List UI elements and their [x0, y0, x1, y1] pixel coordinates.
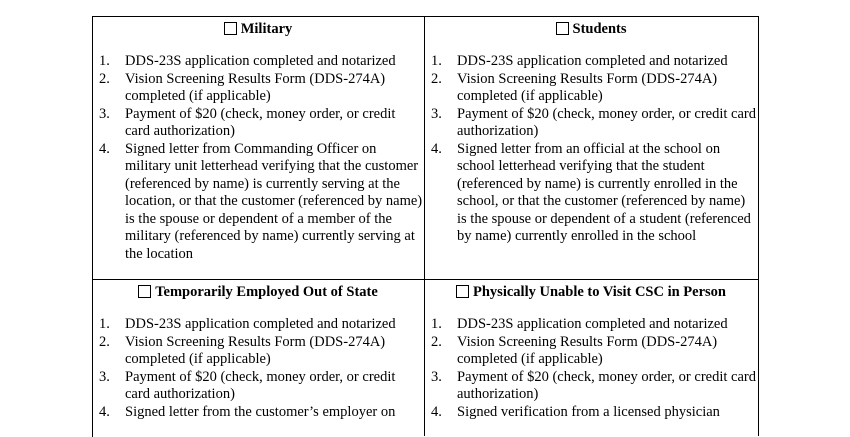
physically-unable-section: [425, 280, 757, 420]
physically-unable-heading: Physically Unable to Visit CSC in Person: [425, 282, 757, 302]
temporarily-employed-checkbox[interactable]: [138, 285, 151, 298]
list-item: 4. Signed verification from a licensed physician: [431, 403, 720, 420]
list-item: 1. DDS-23S application completed and notarized: [99, 316, 396, 332]
list-item: 4. Signed letter from Commanding Officer on military unit letterhead verifying that the customer (referenced by name) is currently serving at the location, or that the customer (referenced by name) is the spouse or dependent of a member of the military (referenced by name) currently serving at the location: [99, 140, 423, 262]
students-list: [425, 53, 757, 246]
temporarily-employed-section: [93, 280, 423, 420]
physically-unable-checkbox[interactable]: [456, 285, 469, 298]
students-checkbox[interactable]: [556, 22, 569, 35]
table-right-border: [758, 16, 759, 436]
list-item: 4. Signed letter from an official at the school on school letterhead verifying that the student (referenced by name) is currently enrolled in the school, or that the customer (referenced by name) is the spouse or dependent of a student (referenced by name) currently enrolled in the school: [431, 140, 751, 244]
list-item: 3. Payment of $20 (check, money order, or credit card authorization): [431, 105, 756, 139]
list-item: 1. DDS-23S application completed and notarized: [431, 316, 728, 332]
physically-unable-list: [425, 316, 757, 420]
military-heading: Military: [93, 19, 423, 39]
students-heading: Students: [425, 19, 757, 39]
temporarily-employed-list: [93, 316, 423, 420]
military-checkbox[interactable]: [224, 22, 237, 35]
students-section: [425, 17, 757, 279]
list-item: 3. Payment of $20 (check, money order, or credit card authorization): [99, 368, 396, 402]
military-section: [93, 17, 423, 279]
list-item: 4. Signed letter from the customer’s employer on: [99, 403, 396, 420]
list-item: 2. Vision Screening Results Form (DDS-274A) completed (if applicable): [431, 333, 718, 367]
list-item: 1. DDS-23S application completed and notarized: [99, 53, 396, 69]
list-item: 2. Vision Screening Results Form (DDS-274A) completed (if applicable): [99, 333, 386, 367]
list-item: 2. Vision Screening Results Form (DDS-274A) completed (if applicable): [99, 70, 386, 104]
military-list: [93, 53, 423, 263]
list-item: 2. Vision Screening Results Form (DDS-274A) completed (if applicable): [431, 70, 718, 104]
list-item: 3. Payment of $20 (check, money order, or credit card authorization): [431, 368, 756, 402]
list-item: 3. Payment of $20 (check, money order, or credit card authorization): [99, 105, 396, 139]
temporarily-employed-heading: Temporarily Employed Out of State: [93, 282, 423, 302]
list-item: 1. DDS-23S application completed and notarized: [431, 53, 728, 69]
